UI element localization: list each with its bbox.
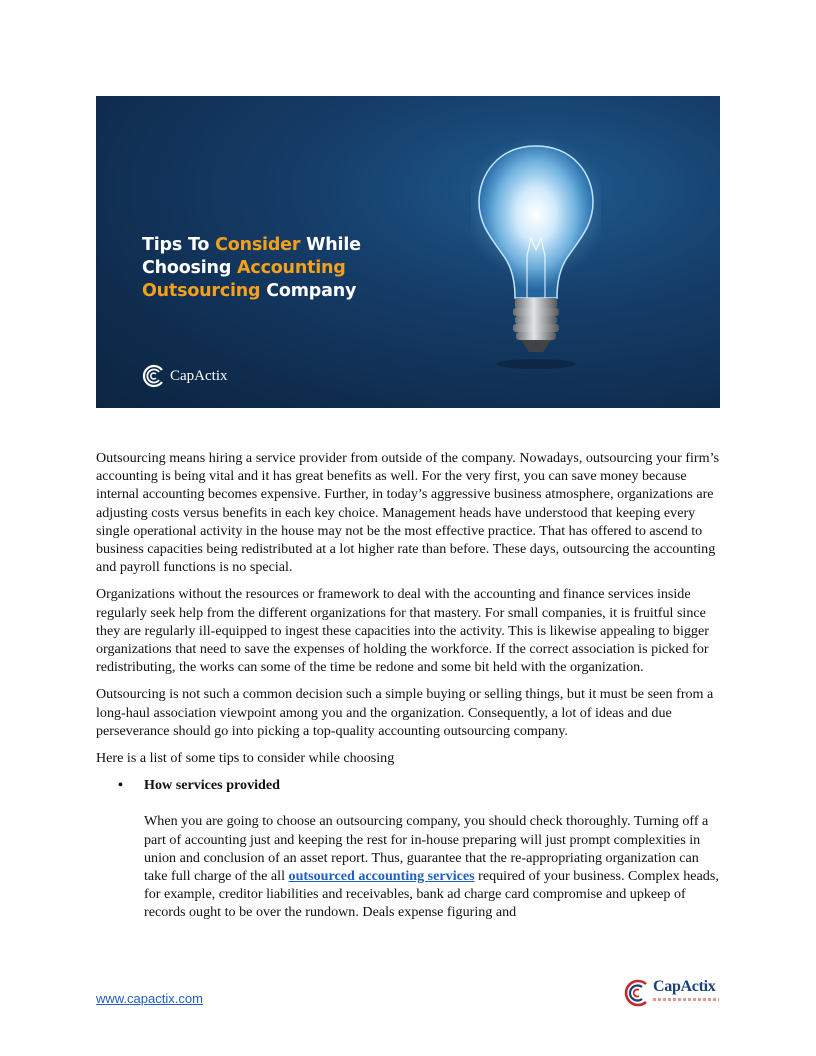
bullet-item [96, 776, 720, 794]
footer-logo [623, 976, 721, 1010]
capactix-logo-icon [623, 978, 651, 1008]
document-body [96, 449, 720, 931]
banner-logo-text: CapActix [170, 367, 228, 384]
bullet-icon: • [118, 777, 123, 794]
capactix-logo-icon [142, 364, 166, 388]
light-bulb-icon [471, 138, 601, 408]
bullet-paragraph: When you are going to choose an outsourcing company, you should check thoroughly. Turning off a part of accounting just and keeping the rest for in-house preparing will just prompt complexities in union and conclusion of an asset report. Thus, guarantee that the re-appropriating organization can take full charge of the all outsourced accounting services required of your business. Complex heads, for example, creditor liabilities and receivables, bank ad charge card compromise and upkeep of records ought to be over the rundown. Deals expense figuring and [144, 813, 719, 921]
footer-logo-tagline [653, 998, 719, 1001]
paragraph: Here is a list of some tips to consider while choosing [96, 750, 395, 767]
footer-website-link[interactable]: www.capactix.com [96, 991, 203, 1006]
footer-logo-text: CapActix [653, 978, 716, 995]
hero-banner [96, 96, 720, 408]
bullet-heading: How services provided [144, 777, 280, 794]
paragraph: Outsourcing means hiring a service provider from outside of the company. Nowadays, outsourcing your firm’s accounting is being vital and it has great benefits as well. For the very first, you can save money because internal accounting becomes expensive. Further, in today’s aggressive business atmosphere, organizations are adjusting costs versus benefits in each key choice. Management heads have understood that keeping every single operational activity in the house may not be the most effective practice. That has offered to ascend to business capacities being redistributed at a lot higher rate than before. These days, outsourcing the accounting and payroll functions is no special. [96, 450, 719, 576]
banner-logo [142, 364, 228, 388]
paragraph: Organizations without the resources or framework to deal with the accounting and finance services inside regularly seek help from the different organizations for that mastery. For small companies, it is fruitful since they are regularly ill-equipped to ingest these capacities into the activity. This is likewise appealing to bigger organizations that need to save the expenses of holding the workforce. If the correct association is picked for redistributing, the works can some of the time be redone and some bit held with the organization. [96, 586, 709, 676]
outsourced-accounting-services-link[interactable]: outsourced accounting services [288, 868, 475, 885]
paragraph: Outsourcing is not such a common decision such a simple buying or selling things, but it must be seen from a long-haul association viewpoint among you and the organization. Consequently, a lot of ideas and due perseverance should go into picking a top-quality accounting outsourcing company. [96, 686, 714, 739]
banner-title: Tips To Consider While Choosing Accounting Outsourcing Company [142, 235, 361, 301]
